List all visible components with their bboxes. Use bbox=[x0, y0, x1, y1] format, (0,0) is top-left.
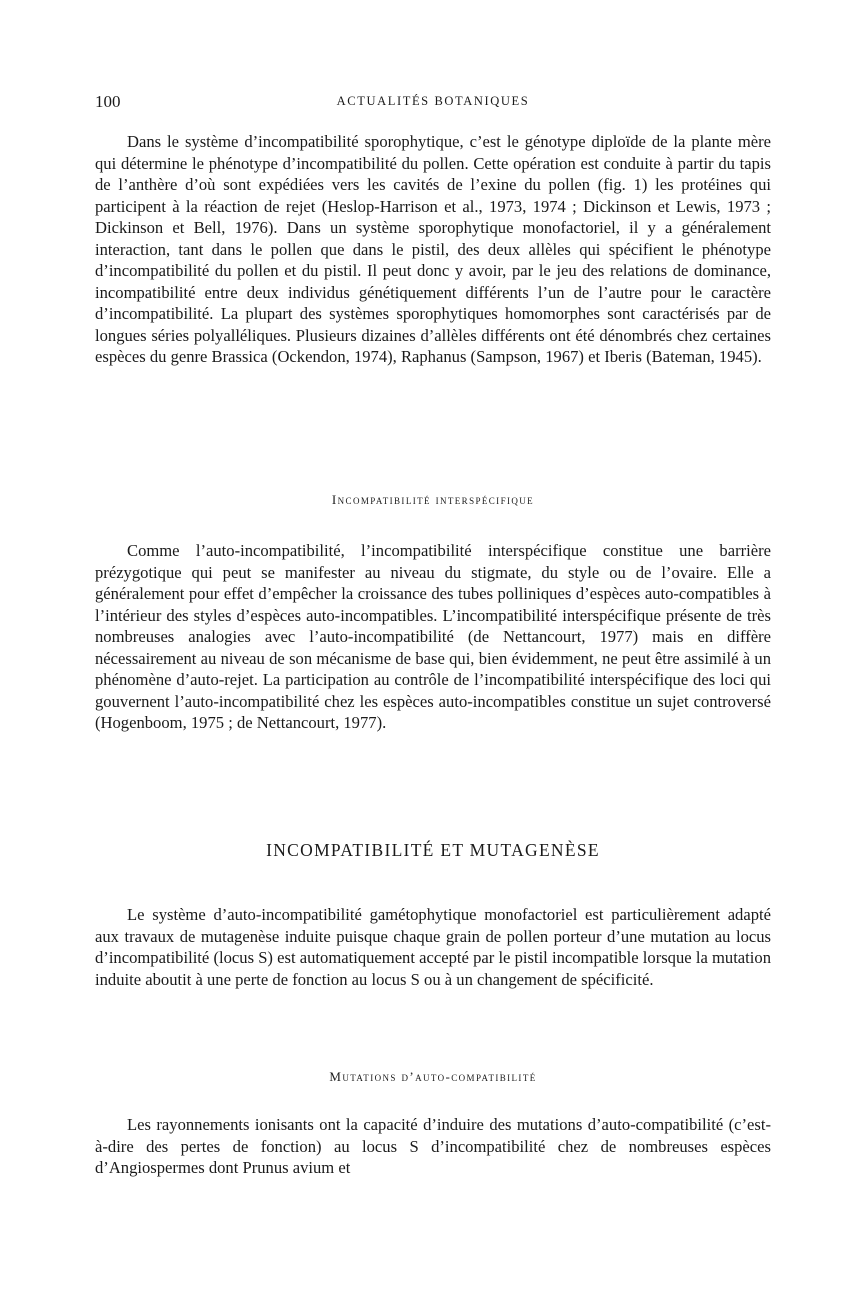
paragraph-text: Comme l’auto-incompatibilité, l’incompatibilité interspécifique constitue une barrière prézygotique qui peut se manifester au niveau du stigmate, du style ou de l’ovaire. Elle a généralement pour effet d’empêcher la croissance des tubes polliniques d’espèces auto-compatibles à l’intérieur des styles d’espèces auto-incompatibles. L’incompatibilité interspécifique présente de très nombreuses analogies avec l’auto-incompatibilité (de Nettancourt, 1977) mais en diffère nécessairement au niveau de son mécanisme de base qui, bien évidemment, ne peut être assimilé à un phénomène d’auto-rejet. La participation au contrôle de l’incompatibilité interspécifique des loci qui gouvernent l’auto-incompatibilité chez les espèces auto-incompatibles constitue un sujet controversé (Hogenboom, 1975 ; de Nettancourt, 1977). bbox=[95, 541, 771, 732]
page-header bbox=[95, 92, 771, 116]
page-number: 100 bbox=[95, 92, 121, 111]
section-heading-mutagenesis bbox=[95, 840, 771, 861]
subheading-self-compatibility-mutations bbox=[95, 1069, 771, 1085]
paragraph-text: Le système d’auto-incompatibilité gamétophytique monofactoriel est particulièrement adapté aux travaux de mutagenèse induite puisque chaque grain de pollen porteur d’une mutation au locus d’incompatibilité (locus S) est automatiquement accepté par le pistil incompatible lorsque la mutation induite aboutit à une perte de fonction au locus S ou à un changement de spécificité. bbox=[95, 905, 771, 989]
section-heading-text: INCOMPATIBILITÉ ET MUTAGENÈSE bbox=[266, 840, 600, 860]
subheading-text: Mutations d’auto-compatibilité bbox=[329, 1069, 537, 1084]
paragraph-gametophytic-system bbox=[95, 904, 771, 990]
paragraph-sporophytic-system bbox=[95, 131, 771, 368]
running-head: ACTUALITÉS BOTANIQUES bbox=[336, 94, 530, 108]
paragraph-ionizing-radiation bbox=[95, 1114, 771, 1179]
paragraph-text: Les rayonnements ionisants ont la capacité d’induire des mutations d’auto-compatibilité (c’est-à-dire des pertes de fonction) au locus S d’incompatibilité chez de nombreuses espèces d’Angiospermes dont Prunus avium et bbox=[95, 1115, 771, 1177]
paragraph-text: Dans le système d’incompatibilité sporophytique, c’est le génotype diploïde de la plante mère qui détermine le phénotype d’incompatibilité du pollen. Cette opération est conduite à partir du tapis de l’anthère d’où sont expédiées vers les cavités de l’exine du pollen (fig. 1) les protéines qui participent à la réaction de rejet (Heslop-Harrison et al., 1973, 1974 ; Dickinson et Lewis, 1973 ; Dickinson et Bell, 1976). Dans un système sporophytique monofactoriel, il y a généralement interaction, tant dans le pollen que dans le pistil, des deux allèles qui spécifient le phénotype d’incompatibilité du pollen et du pistil. Il peut donc y avoir, par le jeu des relations de dominance, incompatibilité entre deux individus génétiquement différents l’un de l’autre pour le caractère d’incompatibilité. La plupart des systèmes sporophytiques homomorphes sont caractérisés par de longues séries polyalléliques. Plusieurs dizaines d’allèles différents ont été dénombrés chez certaines espèces du genre Brassica (Ockendon, 1974), Raphanus (Sampson, 1967) et Iberis (Bateman, 1945). bbox=[95, 132, 771, 366]
subheading-interspecific-incompatibility bbox=[95, 492, 771, 508]
subheading-text: Incompatibilité interspécifique bbox=[331, 492, 535, 507]
paragraph-interspecific bbox=[95, 540, 771, 734]
